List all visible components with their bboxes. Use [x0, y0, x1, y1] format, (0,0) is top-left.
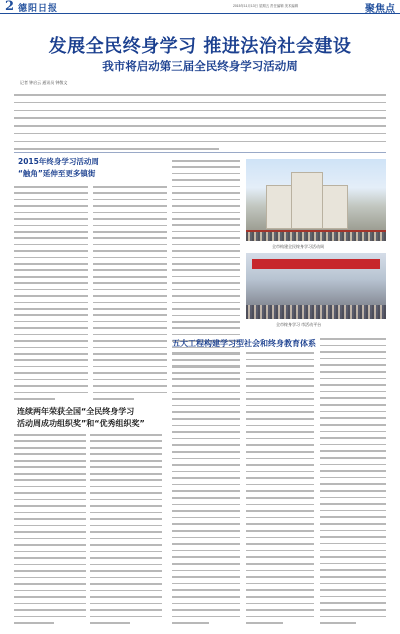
story2-col2 — [90, 434, 162, 624]
page-number: 2 — [5, 0, 15, 14]
divider — [14, 152, 386, 153]
story1-title-line2: “触角”延伸至更多镇街 — [18, 169, 96, 178]
subhead: 我市将启动第三届全民终身学习活动周 — [102, 59, 298, 73]
story2-title-line2: 活动周成功组织奖”和“优秀组织奖” — [17, 419, 145, 428]
section-name: 聚焦点 — [365, 4, 395, 15]
story1-col2 — [93, 186, 167, 400]
story3-col3 — [320, 338, 386, 624]
event-photo-top — [246, 159, 386, 241]
story3-col2 — [246, 352, 314, 624]
lead-paragraph — [14, 94, 386, 150]
paper-name: 德阳日报 — [18, 4, 59, 14]
photo-top-caption: 全市构建全民终身学习活动周 — [272, 244, 324, 249]
headline: 发展全民终身学习 推进法治社会建设 — [48, 36, 352, 57]
photo-bottom-caption: 全市终身学习 市活动平台 — [276, 322, 322, 327]
byline: 记者 钟启云 通讯员 钟敬文 — [20, 80, 68, 85]
story2-title-line1: 连续两年荣获全国“全民终身学习 — [17, 407, 135, 416]
issue-meta: 2015年11月13日 星期五 责任编辑 美术编辑 — [233, 4, 299, 8]
story1-title-line1: 2015年终身学习活动周 — [18, 157, 99, 166]
event-photo-bottom — [246, 253, 386, 319]
story1-col1 — [14, 186, 88, 400]
story3-title: 五大工程构建学习型社会和终身教育体系 — [172, 339, 316, 348]
masthead — [0, 0, 400, 14]
story2-col1 — [14, 434, 86, 624]
story3-col1 — [172, 352, 240, 624]
